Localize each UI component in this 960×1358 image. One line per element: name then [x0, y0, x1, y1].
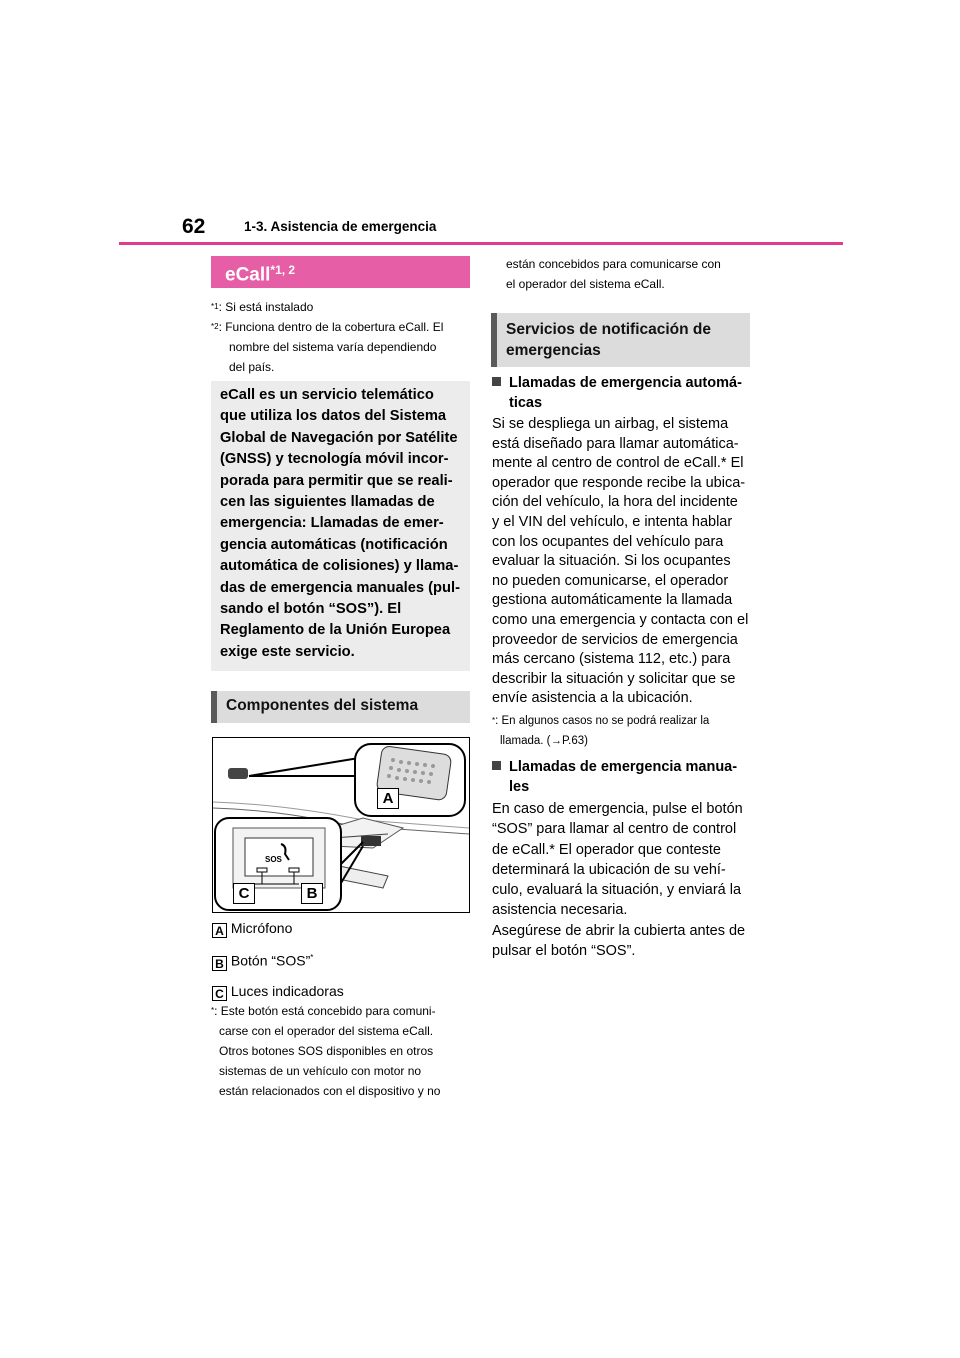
footnote: $^{*2}$: Funciona dentro de la cobertura eCall. El — [211, 320, 444, 334]
ecall-title: eCall — [225, 264, 271, 286]
label-list — [212, 913, 472, 1006]
bullet-square-icon — [492, 377, 501, 386]
footnote: nombre del sistema varía dependiendo — [229, 340, 437, 354]
footnote: $^{*1}$: Si está instalado — [211, 300, 314, 314]
callout-a: A — [377, 788, 399, 809]
console-button — [361, 836, 381, 846]
sos-figure-text: SOS — [265, 855, 282, 864]
services-title: Servicios de notificación de — [506, 321, 712, 338]
intro-text: eCall es un servicio telemático que utiliza los datos del Sistema Global de Navegación por Satélite (GNSS) y tecnología móvil incor- porada para permitir que se reali- cen las siguientes llamadas de emergencia: Llamadas de emer- gencia automáticas (notificación automática de colisiones) y llama- das de emergencia manuales (pul- sando el botón “SOS”). El Reglamento de la Unión Europea exige este servicio. — [220, 387, 460, 660]
indicator-light — [289, 868, 299, 872]
auto-calls-text: Si se despliega un airbag, el sistema está diseñado para llamar automática- mente al centro de control de eCall.* El operador que responde recibe la ubica- ción del vehículo, la hora del incidente y el VIN del vehículo, e intenta hablar con los ocupantes del vehículo para evaluar la situación. Si los ocupantes no pueden comunicarse, el operador gestiona automáticamente la llamada como una emergencia y contacta con el proveedor de servicios de emergencia más cercano (sistema 112, etc.) para describir la situación y solicitar que se envíe asistencia a la ubicación. — [492, 416, 749, 707]
callout-b: B — [301, 883, 323, 904]
manual-calls-text: En caso de emergencia, pulse el botón “SOS” para llamar al centro de control de eCall.* El operador que conteste determinará la ubicación de su vehí- culo, evaluará la situación, y enviará la asistencia necesaria. Asegúrese de abrir la cubierta antes de pulsar el botón “SOS”. — [492, 801, 746, 960]
indicator-light — [257, 868, 267, 872]
components-title-bar — [211, 691, 470, 723]
callout-c: C — [233, 883, 255, 904]
system-figure — [212, 737, 470, 913]
footnote: del país. — [229, 360, 275, 374]
intro-box — [211, 381, 470, 671]
manual-calls-heading: Llamadas de emergencia manua- les — [492, 758, 752, 797]
footnotes — [211, 297, 473, 377]
label-item: C Luces indicadoras — [212, 976, 472, 1006]
ecall-title-bar — [211, 256, 470, 288]
bullet-square-icon — [492, 761, 501, 770]
microphone-small-icon — [228, 768, 248, 779]
header-rule — [119, 242, 843, 245]
section-title: 1-3. Asistencia de emergencia — [244, 219, 437, 234]
label-item: B Botón “SOS”* — [212, 943, 472, 976]
button-note: *: Este botón está concebido para comuni- carse con el operador del sistema eCall. Otros botones SOS disponibles en otros sistemas de un vehículo con motor no están relacionados con el dispositivo y no — [211, 1004, 441, 1098]
services-title-bar — [491, 313, 750, 367]
button-note-continued: están concebidos para comunicarse con el operador del sistema eCall. — [506, 257, 721, 291]
page-number: 62 — [182, 215, 206, 238]
auto-calls-heading: Llamadas de emergencia automá- ticas — [492, 374, 752, 413]
ecall-title-sup: *1, 2 — [270, 263, 296, 277]
label-item: A Micrófono — [212, 913, 472, 943]
components-title: Componentes del sistema — [226, 697, 419, 714]
services-title: emergencias — [506, 342, 601, 359]
auto-calls-note: *: En algunos casos no se podrá realizar la llamada. (→P.63) — [492, 715, 710, 747]
